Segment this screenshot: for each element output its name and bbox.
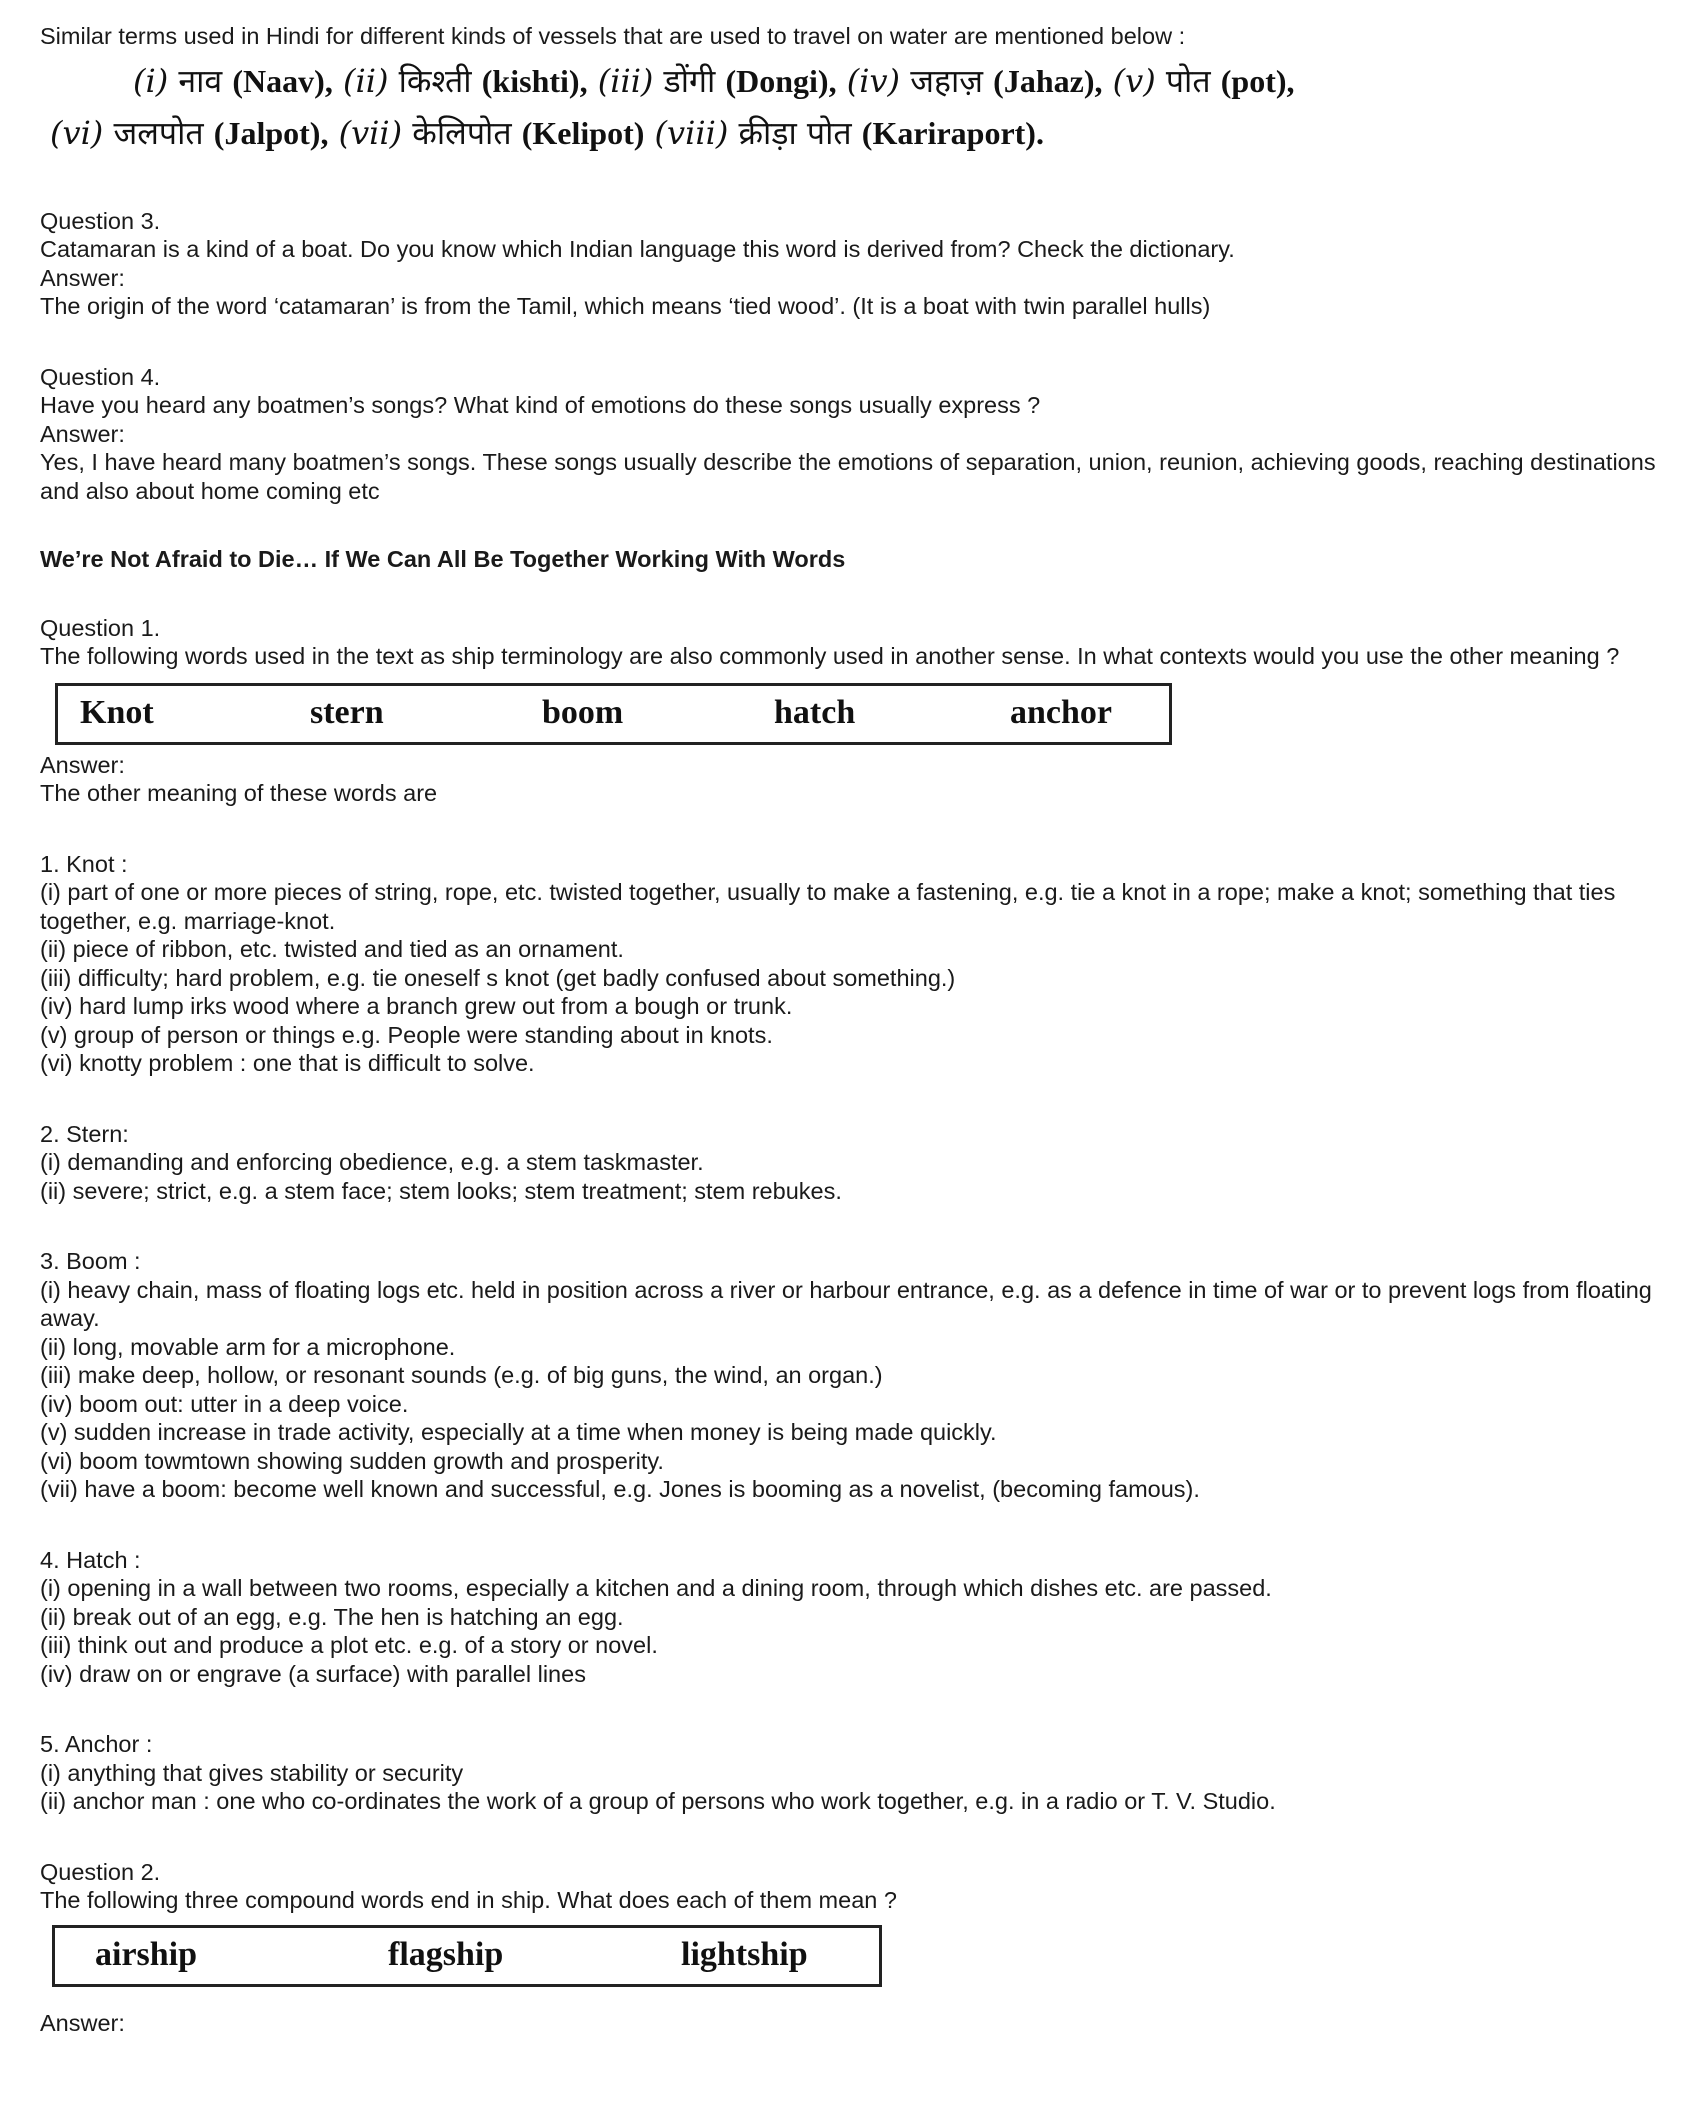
term-num: (iii)	[597, 61, 654, 100]
meaning-item: (i) opening in a wall between two rooms, especially a kitchen and a dining room, through which dishes etc. are passed.	[40, 1575, 1272, 1601]
term-latin: (Jalpot),	[213, 114, 329, 151]
meaning-item: (ii) break out of an egg, e.g. The hen is hatching an egg.	[40, 1603, 624, 1630]
compound-word: flagship	[388, 1936, 504, 1974]
meaning-item: (iii) difficulty; hard problem, e.g. tie oneself s knot (get badly confused about something.)	[40, 964, 956, 991]
meaning-item: (i) heavy chain, mass of floating logs etc. held in position across a river or harbour entrance, e.g. as a defence in time of war or to prevent logs from floating away.	[40, 1276, 1652, 1331]
answer-text: Yes, I have heard many boatmen’s songs. These songs usually describe the emotions of separation, union, reunion, achieving goods, reaching destinations and also about home coming etc	[40, 449, 1656, 504]
meaning-item: (v) sudden increase in trade activity, especially at a time when money is being made quickly.	[40, 1419, 997, 1445]
meaning-title: 2. Stern:	[40, 1120, 129, 1147]
term-num: (vii)	[338, 113, 403, 152]
meaning-item: (ii) long, movable arm for a microphone.	[40, 1333, 456, 1360]
meaning-hatch	[40, 1546, 1660, 1689]
term-num: (ii)	[342, 61, 389, 100]
meaning-item: (vi) knotty problem : one that is difficult to solve.	[40, 1050, 535, 1076]
term-hindi: जहाज़	[910, 61, 983, 100]
compound-word: airship	[95, 1936, 198, 1974]
term-hindi: डोंगी	[663, 61, 716, 100]
question-text: Catamaran is a kind of a boat. Do you know which Indian language this word is derived from? Check the dictionary.	[40, 236, 1235, 262]
meaning-item: (iv) boom out: utter in a deep voice.	[40, 1390, 409, 1417]
question-3-block	[40, 207, 1660, 321]
ww-question-2-block	[40, 1858, 1660, 1915]
question-label: Question 3.	[40, 207, 161, 234]
ship-terms-box	[55, 683, 1172, 745]
question-text: The following words used in the text as ship terminology are also commonly used in another sense. In what contexts would you use the other meaning ?	[40, 643, 1620, 669]
term-hindi: क्रीड़ा पोत	[738, 113, 852, 152]
meaning-title: 5. Anchor :	[40, 1731, 153, 1757]
meaning-item: (i) part of one or more pieces of string, rope, etc. twisted together, usually to make a fastening, e.g. tie a knot in a rope; make a knot; something that ties together, e.g. marriage-knot.	[40, 879, 1616, 934]
meaning-item: (vii) have a boom: become well known and successful, e.g. Jones is booming as a novelist, (becoming famous).	[40, 1476, 1200, 1502]
term-latin: (Kariraport).	[861, 114, 1044, 151]
answer-text: The other meaning of these words are	[40, 780, 438, 806]
meaning-stern	[40, 1120, 1660, 1206]
meaning-item: (vi) boom towmtown showing sudden growth and prosperity.	[40, 1447, 664, 1474]
meaning-item: (ii) piece of ribbon, etc. twisted and tied as an ornament.	[40, 936, 624, 962]
term-latin: (Jahaz),	[993, 62, 1103, 99]
meaning-item: (iii) think out and produce a plot etc. e.g. of a story or novel.	[40, 1632, 658, 1658]
term-num: (i)	[133, 61, 169, 100]
meaning-item: (i) demanding and enforcing obedience, e.g. a stem taskmaster.	[40, 1149, 704, 1175]
ww-question-1-block	[40, 614, 1660, 671]
term-word: hatch	[774, 694, 856, 732]
term-latin: (Naav),	[232, 62, 333, 99]
meaning-knot	[40, 850, 1660, 1078]
hindi-terms-line-2	[50, 107, 1660, 159]
answer-label: Answer:	[40, 420, 125, 447]
question-label: Question 4.	[40, 363, 161, 390]
answer-text: The origin of the word ‘catamaran’ is from the Tamil, which means ‘tied wood’. (It is a boat with twin parallel hulls)	[40, 293, 1211, 319]
meaning-title: 1. Knot :	[40, 850, 128, 877]
term-num: (iv)	[846, 61, 901, 100]
term-word: boom	[542, 694, 624, 732]
term-num: (vi)	[50, 113, 104, 152]
meaning-item: (i) anything that gives stability or security	[40, 1759, 464, 1786]
meaning-item: (iv) hard lump irks wood where a branch grew out from a bough or trunk.	[40, 993, 793, 1019]
term-word: stern	[310, 694, 384, 732]
term-word: Knot	[80, 694, 154, 732]
document-page	[40, 22, 1660, 2037]
term-hindi: जलपोत	[113, 113, 204, 152]
meaning-item: (ii) severe; strict, e.g. a stem face; stem looks; stem treatment; stem rebukes.	[40, 1177, 842, 1204]
term-hindi: केलिपोत	[412, 113, 512, 152]
term-latin: (pot),	[1220, 62, 1295, 99]
intro-text: Similar terms used in Hindi for different kinds of vessels that are used to travel on water are mentioned below :	[40, 23, 1186, 49]
question-label: Question 2.	[40, 1858, 161, 1885]
meaning-item: (v) group of person or things e.g. People were standing about in knots.	[40, 1021, 773, 1048]
term-num: (v)	[1112, 61, 1156, 100]
term-hindi: नाव	[178, 61, 223, 100]
question-4-block	[40, 363, 1660, 506]
term-latin: (Kelipot)	[521, 114, 645, 151]
meaning-anchor	[40, 1730, 1660, 1816]
question-text: Have you heard any boatmen’s songs? What kind of emotions do these songs usually express ?	[40, 392, 1041, 418]
term-latin: (Dongi),	[725, 62, 837, 99]
meaning-item: (iv) draw on or engrave (a surface) with parallel lines	[40, 1660, 586, 1687]
hindi-terms-line-1	[133, 55, 1660, 107]
term-latin: (kishti),	[481, 62, 588, 99]
compound-words-box	[52, 1925, 882, 1987]
term-num: (viii)	[654, 113, 729, 152]
meaning-item: (iii) make deep, hollow, or resonant sounds (e.g. of big guns, the wind, an organ.)	[40, 1362, 883, 1388]
answer-label: Answer:	[40, 751, 125, 778]
question-text: The following three compound words end in ship. What does each of them mean ?	[40, 1887, 897, 1913]
answer-label: Answer:	[40, 2009, 125, 2036]
term-hindi: पोत	[1165, 61, 1211, 100]
term-hindi: किश्ती	[398, 61, 472, 100]
term-word: anchor	[1010, 694, 1112, 732]
meaning-item: (ii) anchor man : one who co-ordinates the work of a group of persons who work together, e.g. in a radio or T. V. Studio.	[40, 1788, 1276, 1814]
meaning-title: 4. Hatch :	[40, 1546, 141, 1573]
answer-label: Answer:	[40, 264, 125, 291]
compound-word: lightship	[681, 1936, 808, 1974]
meaning-title: 3. Boom :	[40, 1248, 141, 1274]
ww-answer-1-block	[40, 751, 1660, 808]
meaning-boom	[40, 1247, 1660, 1504]
question-label: Question 1.	[40, 614, 161, 641]
section-heading: We’re Not Afraid to Die… If We Can All Be Together Working With Words	[40, 546, 846, 572]
